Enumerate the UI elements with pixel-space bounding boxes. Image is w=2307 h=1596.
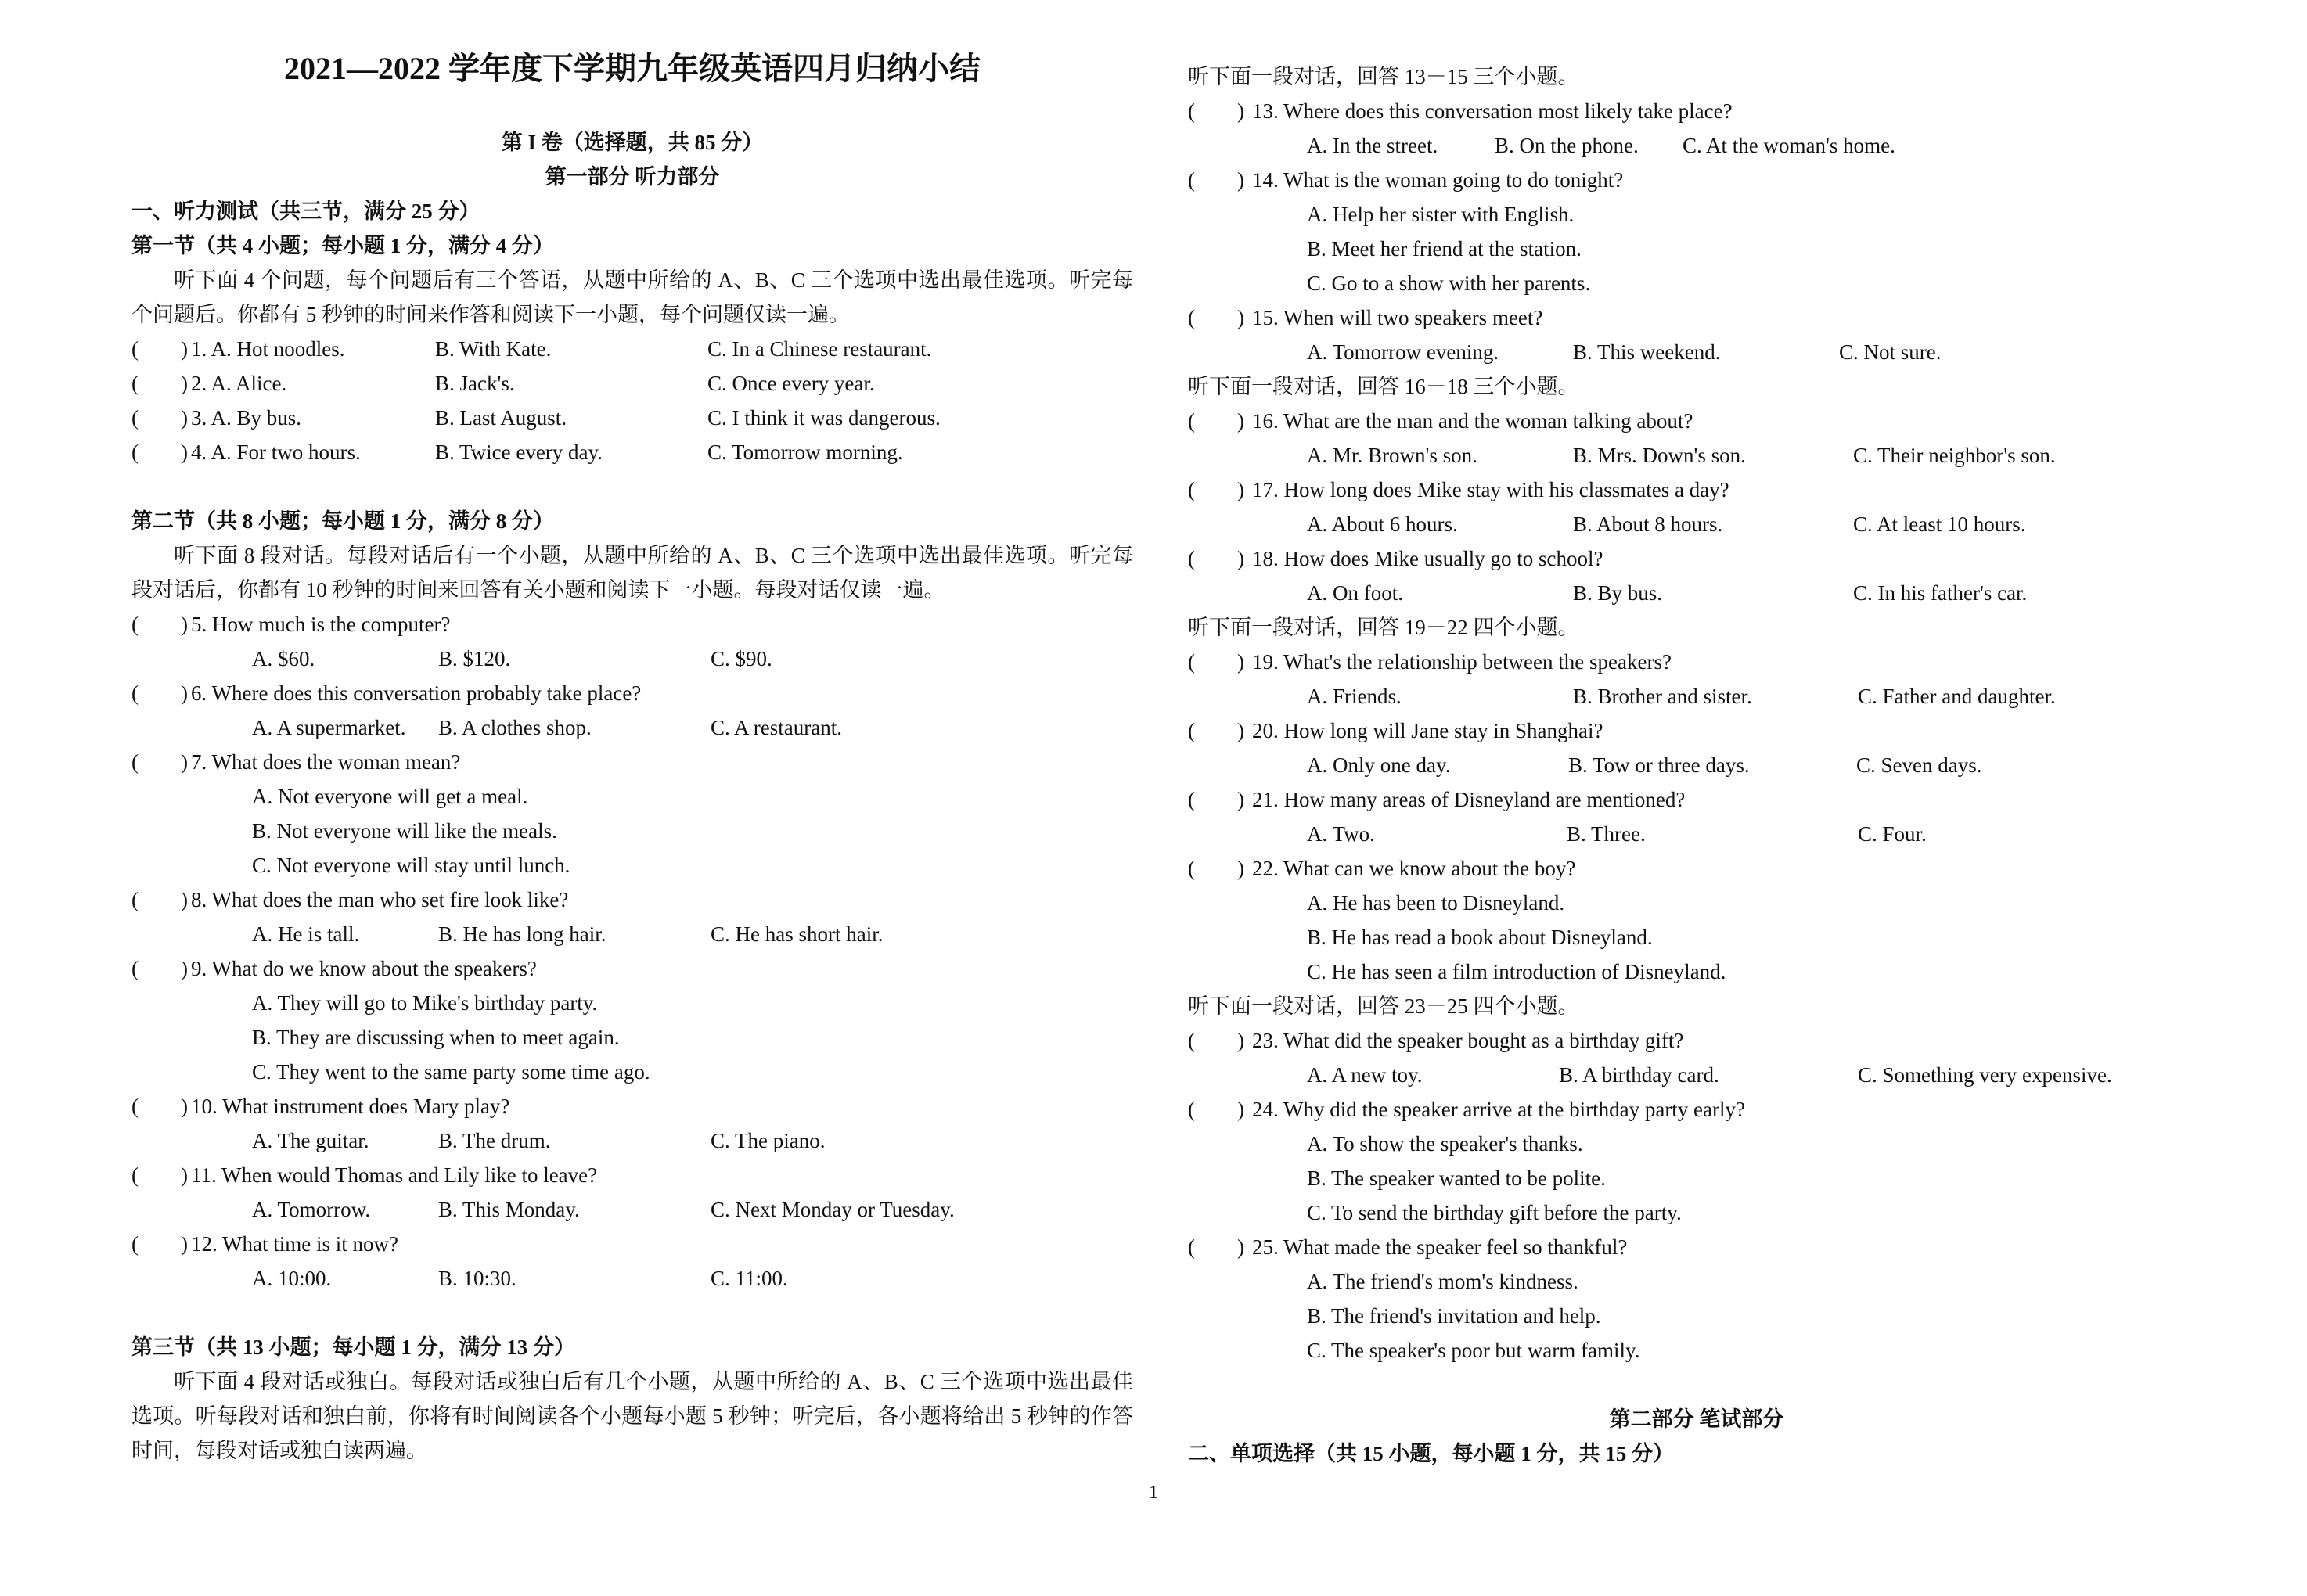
options-5: A. $60. B. $120. C. $90.: [252, 647, 772, 670]
answer-blank[interactable]: ( ): [131, 1095, 188, 1118]
question-18: ( ) 18. How does Mike usually go to school?: [1188, 541, 2205, 576]
option-14a: A. Help her sister with English.: [1307, 203, 1575, 226]
part2-title: 第二部分 笔试部分: [1609, 1407, 1784, 1431]
answer-blank[interactable]: ( ): [131, 750, 188, 774]
option-7a: A. Not everyone will get a meal.: [252, 785, 528, 808]
answer-blank[interactable]: ( ): [131, 406, 188, 430]
options-10: A. The guitar. B. The drum. C. The piano.: [252, 1129, 826, 1152]
answer-blank[interactable]: ( ): [131, 1163, 188, 1187]
question-14: ( ) 14. What is the woman going to do tonight?: [1188, 163, 2205, 197]
part1-title: 第一部分 听力部分: [545, 165, 720, 189]
question-8: ( ) 8. What does the man who set fire look like?: [131, 882, 1133, 917]
sub1-heading: 第一节（共 4 小题；每小题 1 分，满分 4 分）: [131, 234, 554, 257]
sub3-heading: 第三节（共 13 小题；每小题 1 分，满分 13 分）: [131, 1335, 575, 1359]
answer-blank[interactable]: ( ): [1188, 650, 1244, 674]
question-10: ( ) 10. What instrument does Mary play?: [131, 1089, 1133, 1123]
options-8: A. He is tall. B. He has long hair. C. He has short hair.: [252, 922, 884, 946]
answer-blank[interactable]: ( ): [1188, 478, 1244, 501]
answer-blank[interactable]: ( ): [1188, 547, 1244, 570]
option-24b: B. The speaker wanted to be polite.: [1307, 1166, 1606, 1190]
options-16: A. Mr. Brown's son. B. Mrs. Down's son. C. Their neighbor's son.: [1307, 444, 2056, 467]
answer-blank[interactable]: ( ): [1188, 1235, 1244, 1259]
sub2-instructions: 听下面 8 段对话。每段对话后有一个小题，从题中所给的 A、B、C 三个选项中选出最佳选项。听完每段对话后，你都有 10 秒钟的时间来回答有关小题和阅读下一小题。每段对话仅读一遍。: [131, 544, 1133, 602]
question-25: ( ) 25. What made the speaker feel so thankful?: [1188, 1230, 2205, 1264]
answer-blank[interactable]: ( ): [131, 613, 188, 636]
question-11: ( ) 11. When would Thomas and Lily like to leave?: [131, 1158, 1133, 1192]
question-21: ( ) 21. How many areas of Disneyland are mentioned?: [1188, 782, 2205, 817]
options-23: A. A new toy. B. A birthday card. C. Something very expensive.: [1307, 1063, 2112, 1087]
option-25c: C. The speaker's poor but warm family.: [1307, 1339, 1640, 1362]
question-24: ( ) 24. Why did the speaker arrive at the birthday party early?: [1188, 1092, 2205, 1127]
answer-blank[interactable]: ( ): [1188, 99, 1244, 123]
option-25b: B. The friend's invitation and help.: [1307, 1304, 1601, 1328]
question-17: ( ) 17. How long does Mike stay with his classmates a day?: [1188, 473, 2205, 507]
question-22: ( ) 22. What can we know about the boy?: [1188, 851, 2205, 886]
options-20: A. Only one day. B. Tow or three days. C. Seven days.: [1307, 753, 1982, 777]
option-9c: C. They went to the same party some time ago.: [252, 1060, 650, 1084]
section2-heading: 二、单项选择（共 15 小题，每小题 1 分，共 15 分）: [1188, 1442, 1674, 1465]
page-number: 1: [1149, 1483, 1158, 1503]
option-9a: A. They will go to Mike's birthday party.: [252, 991, 598, 1015]
answer-blank[interactable]: ( ): [1188, 409, 1244, 433]
answer-blank[interactable]: ( ): [131, 957, 188, 980]
question-1: ( ) 1. A. Hot noodles. B. With Kate. C. In a Chinese restaurant.: [131, 332, 1133, 366]
option-25a: A. The friend's mom's kindness.: [1307, 1270, 1578, 1293]
group-13-15: 听下面一段对话，回答 13－15 三个小题。: [1188, 65, 1579, 88]
question-19: ( ) 19. What's the relationship between the speakers?: [1188, 645, 2205, 679]
option-24c: C. To send the birthday gift before the party.: [1307, 1201, 1682, 1224]
answer-blank[interactable]: ( ): [1188, 719, 1244, 742]
page-title: 2021—2022 学年度下学期九年级英语四月归纳小结: [284, 51, 981, 86]
question-12: ( ) 12. What time is it now?: [131, 1227, 1133, 1261]
answer-blank[interactable]: ( ): [131, 372, 188, 395]
option-22a: A. He has been to Disneyland.: [1307, 891, 1565, 915]
question-16: ( ) 16. What are the man and the woman talking about?: [1188, 404, 2205, 438]
answer-blank[interactable]: ( ): [1188, 857, 1244, 880]
options-12: A. 10:00. B. 10:30. C. 11:00.: [252, 1267, 788, 1290]
question-23: ( ) 23. What did the speaker bought as a birthday gift?: [1188, 1023, 2205, 1058]
option-7b: B. Not everyone will like the meals.: [252, 819, 557, 843]
answer-blank[interactable]: ( ): [1188, 788, 1244, 811]
question-3: ( ) 3. A. By bus. B. Last August. C. I think it was dangerous.: [131, 401, 1133, 435]
option-7c: C. Not everyone will stay until lunch.: [252, 854, 570, 877]
options-15: A. Tomorrow evening. B. This weekend. C. Not sure.: [1307, 340, 1942, 364]
answer-blank[interactable]: ( ): [1188, 1098, 1244, 1121]
question-5: ( ) 5. How much is the computer?: [131, 607, 1133, 642]
option-14b: B. Meet her friend at the station.: [1307, 237, 1582, 261]
question-15: ( ) 15. When will two speakers meet?: [1188, 300, 2205, 335]
answer-blank[interactable]: ( ): [131, 440, 188, 464]
answer-blank[interactable]: ( ): [131, 337, 188, 361]
answer-blank[interactable]: ( ): [131, 681, 188, 705]
answer-blank[interactable]: ( ): [131, 1232, 188, 1256]
option-24a: A. To show the speaker's thanks.: [1307, 1132, 1583, 1156]
option-14c: C. Go to a show with her parents.: [1307, 271, 1591, 295]
question-6: ( ) 6. Where does this conversation probably take place?: [131, 676, 1133, 710]
options-13: A. In the street. B. On the phone. C. At the woman's home.: [1307, 134, 1895, 157]
sub3-instructions: 听下面 4 段对话或独白。每段对话或独白后有几个小题，从题中所给的 A、B、C 三个选项中选出最佳选项。听每段对话和独白前，你将有时间阅读各个小题每小题 5 秒钟；听完后，各小题将给出 5 秒钟的作答时间，每段对话或独白读两遍。: [131, 1370, 1133, 1462]
option-22c: C. He has seen a film introduction of Disneyland.: [1307, 960, 1726, 983]
right-column: [1188, 0, 2205, 1471]
group-19-22: 听下面一段对话，回答 19－22 四个小题。: [1188, 616, 1579, 639]
section1-heading: 一、听力测试（共三节，满分 25 分）: [131, 200, 480, 223]
question-20: ( ) 20. How long will Jane stay in Shanghai?: [1188, 714, 2205, 748]
question-4: ( ) 4. A. For two hours. B. Twice every day. C. Tomorrow morning.: [131, 435, 1133, 469]
option-22b: B. He has read a book about Disneyland.: [1307, 926, 1653, 949]
left-column: [131, 0, 1133, 1468]
question-9: ( ) 9. What do we know about the speakers?: [131, 951, 1133, 986]
options-11: A. Tomorrow. B. This Monday. C. Next Monday or Tuesday.: [252, 1198, 955, 1221]
group-23-25: 听下面一段对话，回答 23－25 四个小题。: [1188, 994, 1579, 1018]
option-9b: B. They are discussing when to meet again.: [252, 1026, 620, 1049]
sub1-instructions: 听下面 4 个问题，每个问题后有三个答语，从题中所给的 A、B、C 三个选项中选出最佳选项。听完每个问题后。你都有 5 秒钟的时间来作答和阅读下一小题，每个问题仅读一遍。: [131, 268, 1133, 326]
options-19: A. Friends. B. Brother and sister. C. Father and daughter.: [1307, 685, 2056, 708]
answer-blank[interactable]: ( ): [1188, 1029, 1244, 1052]
options-6: A. A supermarket. B. A clothes shop. C. A restaurant.: [252, 716, 842, 739]
question-13: ( ) 13. Where does this conversation most likely take place?: [1188, 94, 2205, 128]
volume-title: 第 I 卷（选择题，共 85 分）: [501, 131, 764, 154]
answer-blank[interactable]: ( ): [1188, 168, 1244, 192]
options-21: A. Two. B. Three. C. Four.: [1307, 822, 1927, 846]
sub2-heading: 第二节（共 8 小题；每小题 1 分，满分 8 分）: [131, 509, 554, 533]
answer-blank[interactable]: ( ): [131, 888, 188, 911]
group-16-18: 听下面一段对话，回答 16－18 三个小题。: [1188, 375, 1579, 398]
options-18: A. On foot. B. By bus. C. In his father's car.: [1307, 581, 2028, 605]
options-17: A. About 6 hours. B. About 8 hours. C. At least 10 hours.: [1307, 512, 2026, 536]
question-2: ( ) 2. A. Alice. B. Jack's. C. Once every year.: [131, 366, 1133, 401]
question-7: ( ) 7. What does the woman mean?: [131, 745, 1133, 779]
answer-blank[interactable]: ( ): [1188, 306, 1244, 329]
